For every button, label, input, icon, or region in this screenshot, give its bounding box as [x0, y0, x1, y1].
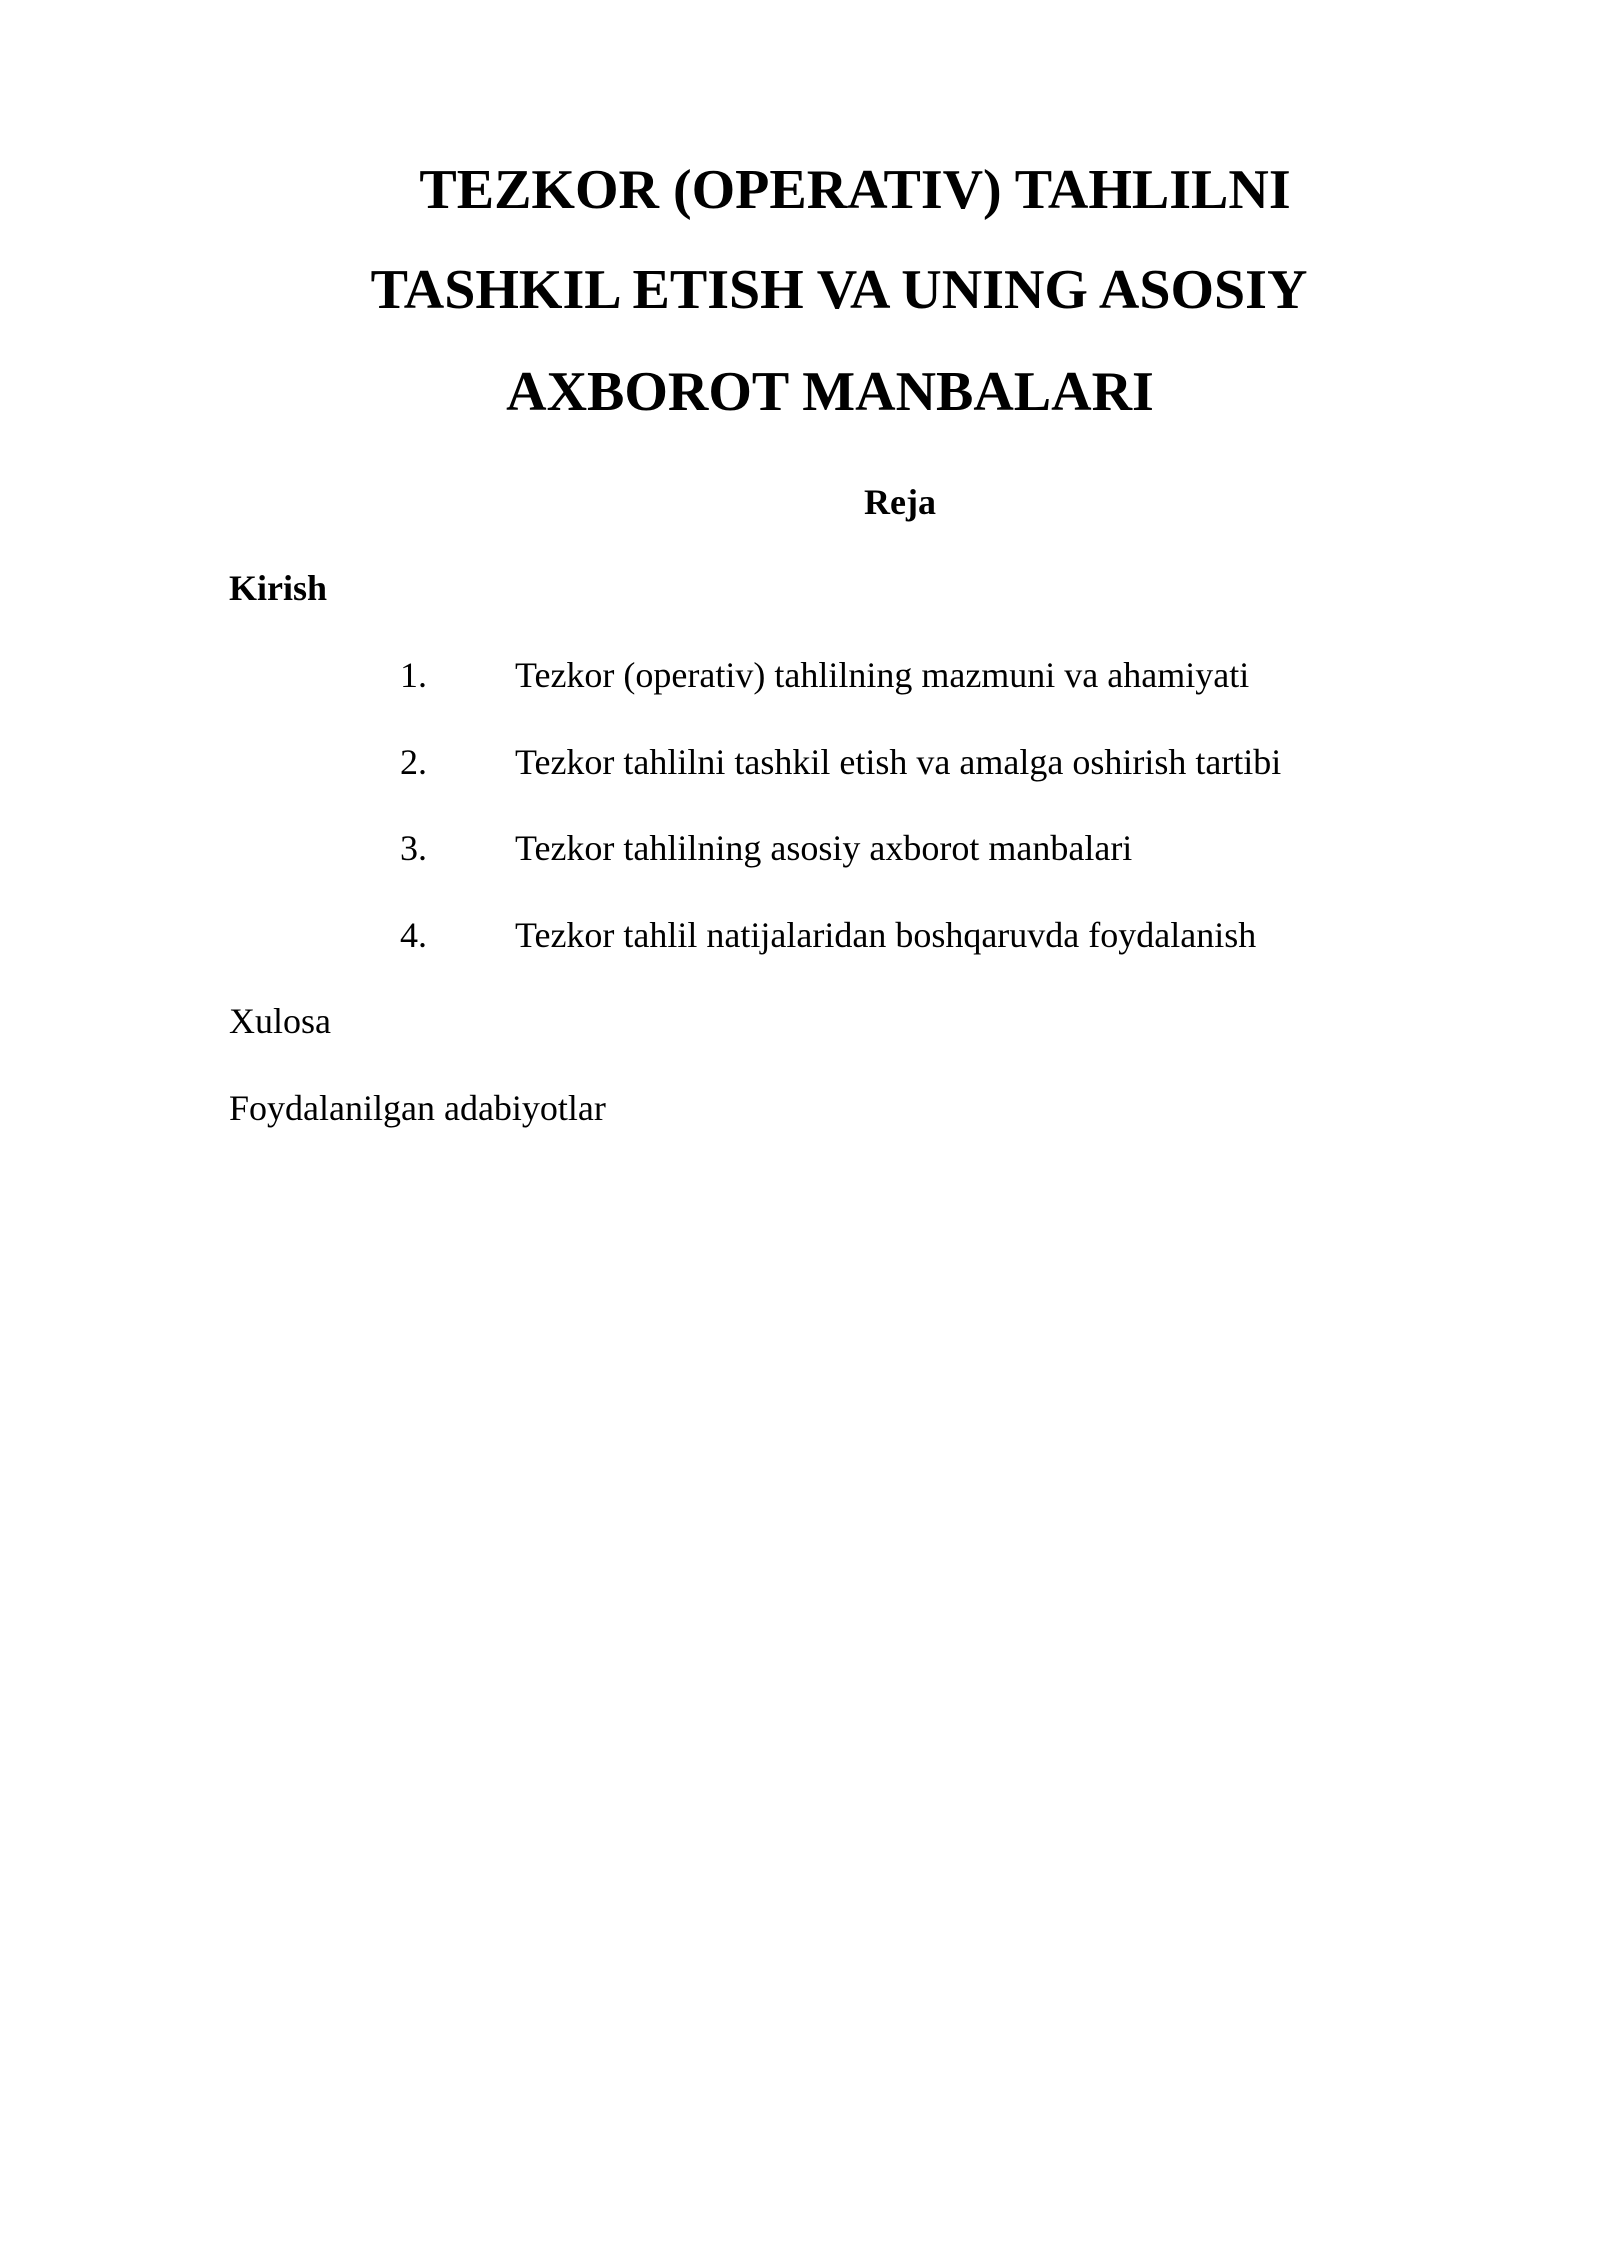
plan-item — [400, 913, 1256, 957]
plan-item-number: 2. — [400, 742, 427, 782]
plan-item — [400, 653, 1249, 697]
plan-item-number: 1. — [400, 655, 427, 695]
plan-item — [400, 740, 1281, 784]
document-title-line-2: TASHKIL ETISH VA UNING ASOSIY — [370, 259, 1308, 321]
plan-heading: Reja — [864, 482, 936, 522]
plan-item-number: 3. — [400, 828, 427, 868]
document-title-line-1: TEZKOR (OPERATIV) TAHLILNI — [419, 159, 1291, 221]
plan-item-text: Tezkor tahlilning asosiy axborot manbalari — [515, 828, 1133, 868]
document-title-line-3: AXBOROT MANBALARI — [506, 361, 1154, 423]
plan-item-text: Tezkor tahlilni tashkil etish va amalga oshirish tartibi — [515, 742, 1282, 782]
references-label: Foydalanilgan adabiyotlar — [229, 1088, 606, 1128]
plan-item — [400, 826, 1132, 870]
plan-item-text: Tezkor tahlil natijalaridan boshqaruvda foydalanish — [515, 915, 1257, 955]
plan-item-number: 4. — [400, 915, 427, 955]
intro-label: Kirish — [229, 568, 328, 608]
plan-item-text: Tezkor (operativ) tahlilning mazmuni va ahamiyati — [515, 655, 1250, 695]
conclusion-label: Xulosa — [229, 1001, 331, 1041]
